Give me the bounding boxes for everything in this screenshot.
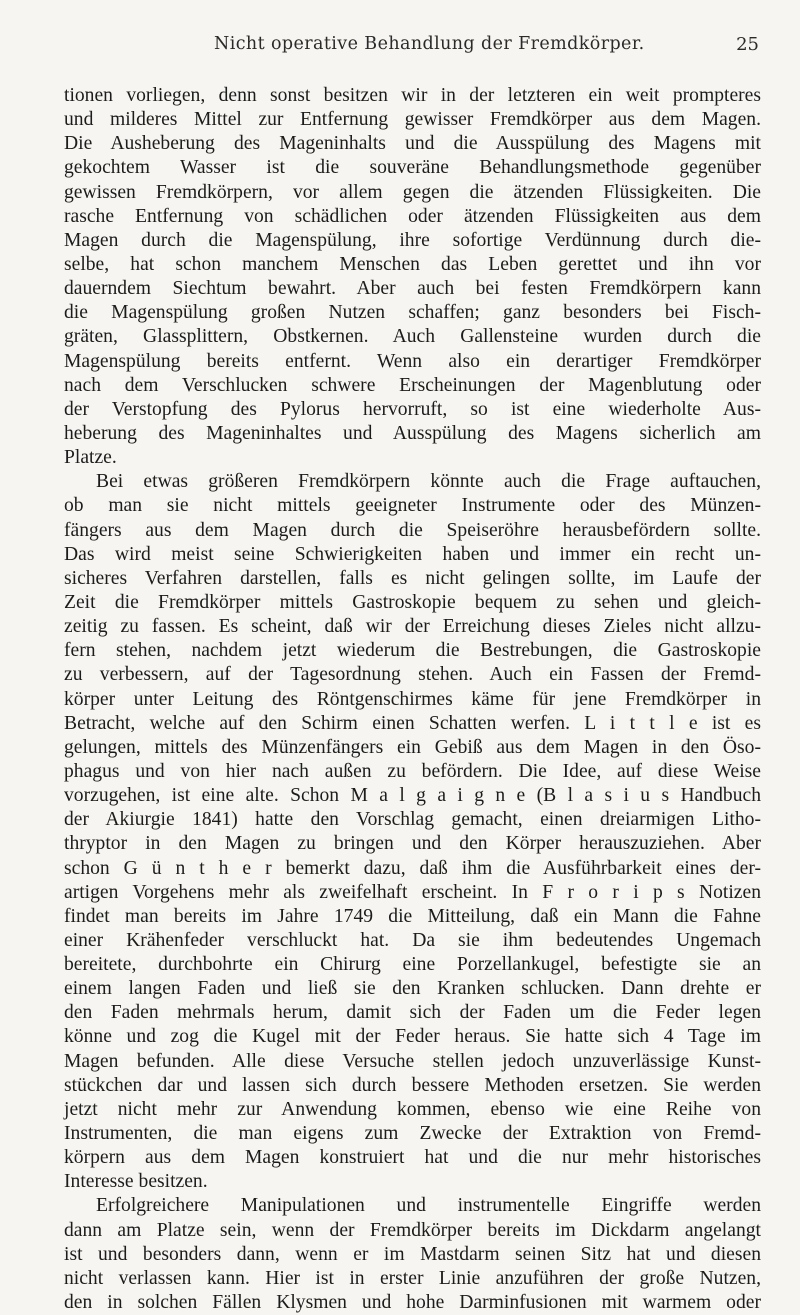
text-line: Betracht, welche auf den Schirm einen Schatten werfen. L i t t l e ist es xyxy=(64,712,761,734)
text-line: die Magenspülung großen Nutzen schaffen; ganz besonders bei Fisch- xyxy=(64,302,761,324)
text-line: Interesse besitzen. xyxy=(64,1171,208,1193)
text-line: Bei etwas größeren Fremdkörpern könnte auch die Frage auftauchen, xyxy=(96,471,761,493)
paragraph xyxy=(64,84,761,470)
text-line: Erfolgreichere Manipulationen und instrumentelle Eingriffe werden xyxy=(96,1195,761,1217)
text-line: stückchen dar und lassen sich durch bessere Methoden ersetzen. Sie werden xyxy=(64,1074,761,1096)
text-line: bereitete, durchbohrte ein Chirurg eine Porzellankugel, befestigte sie an xyxy=(64,954,761,976)
text-line: Die Ausheberung des Mageninhalts und die Ausspülung des Magens mit xyxy=(64,133,761,155)
text-line: fängers aus dem Magen durch die Speiseröhre herausbefördern sollte. xyxy=(64,519,761,541)
text-line: den Faden mehrmals herum, damit sich der Faden um die Feder legen xyxy=(64,1002,761,1024)
text-line: heberung des Mageninhaltes und Ausspülung des Magens sicherlich am xyxy=(64,422,761,444)
paragraph xyxy=(64,470,761,1194)
text-line: Platze. xyxy=(64,447,117,469)
text-line: Magen befunden. Alle diese Versuche stellen jedoch unzuverlässige Kunst- xyxy=(64,1050,761,1072)
text-line: Magen durch die Magenspülung, ihre sofortige Verdünnung durch die- xyxy=(64,229,761,251)
text-line: jetzt nicht mehr zur Anwendung kommen, ebenso wie eine Reihe von xyxy=(64,1098,761,1120)
text-line: und milderes Mittel zur Entfernung gewisser Fremdkörper aus dem Magen. xyxy=(64,109,761,131)
text-line: fern stehen, nachdem jetzt wiederum die Bestrebungen, die Gastroskopie xyxy=(64,640,761,662)
text-line: den in solchen Fällen Klysmen und hohe Darminfusionen mit warmem oder xyxy=(64,1292,761,1314)
page-number: 25 xyxy=(736,34,759,55)
text-line: gräten, Glassplittern, Obstkernen. Auch Gallensteine wurden durch die xyxy=(64,326,761,348)
paragraph xyxy=(64,1194,761,1315)
text-line: schon G ü n t h e r bemerkt dazu, daß ihm die Ausführbarkeit eines der- xyxy=(64,857,761,879)
text-line: Instrumenten, die man eigens zum Zwecke der Extraktion von Fremd- xyxy=(64,1123,761,1145)
text-line: der Akiurgie 1841) hatte den Vorschlag gemacht, einen dreiarmigen Litho- xyxy=(64,809,761,831)
body-text xyxy=(64,84,761,1315)
text-line: Magenspülung bereits entfernt. Wenn also ein derartiger Fremdkörper xyxy=(64,350,761,372)
text-line: phagus und von hier nach außen zu befördern. Die Idee, auf diese Weise xyxy=(64,760,761,782)
text-line: artigen Vorgehens mehr als zweifelhaft erscheint. In F r o r i p s Notizen xyxy=(64,881,761,903)
text-line: selbe, hat schon manchem Menschen das Leben gerettet und ihn vor xyxy=(64,253,761,275)
text-line: rasche Entfernung von schädlichen oder ätzenden Flüssigkeiten aus dem xyxy=(64,205,761,227)
text-line: ist und besonders dann, wenn er im Mastdarm seinen Sitz hat und diesen xyxy=(64,1243,761,1265)
text-line: dauerndem Siechtum bewahrt. Aber auch bei festen Fremdkörpern kann xyxy=(64,278,761,300)
text-line: der Verstopfung des Pylorus hervorruft, so ist eine wiederholte Aus- xyxy=(64,398,761,420)
text-line: körper unter Leitung des Röntgenschirmes käme für jene Fremdkörper in xyxy=(64,688,761,710)
text-line: zu verbessern, auf der Tagesordnung stehen. Auch ein Fassen der Fremd- xyxy=(64,664,761,686)
text-line: findet man bereits im Jahre 1749 die Mitteilung, daß ein Mann die Fahne xyxy=(64,905,761,927)
text-line: thryptor in den Magen zu bringen und den Körper herauszuziehen. Aber xyxy=(64,833,761,855)
text-line: dann am Platze sein, wenn der Fremdkörper bereits im Dickdarm angelangt xyxy=(64,1219,761,1241)
text-line: gekochtem Wasser ist die souveräne Behandlungsmethode gegenüber xyxy=(64,157,761,179)
text-line: tionen vorliegen, denn sonst besitzen wir in der letzteren ein weit prompteres xyxy=(64,85,761,106)
text-line: einem langen Faden und ließ sie den Kranken schlucken. Dann drehte er xyxy=(64,978,761,1000)
text-line: einer Krähenfeder verschluckt hat. Da sie ihm bedeutendes Ungemach xyxy=(64,929,761,951)
text-line: nicht verlassen kann. Hier ist in erster Linie anzuführen der große Nutzen, xyxy=(64,1267,761,1289)
text-line: zeitig zu fassen. Es scheint, daß wir der Erreichung dieses Zieles nicht allzu- xyxy=(64,616,761,638)
text-line: gewissen Fremdkörpern, vor allem gegen die ätzenden Flüssigkeiten. Die xyxy=(64,181,761,203)
text-line: ob man sie nicht mittels geeigneter Instrumente oder des Münzen- xyxy=(64,495,761,517)
text-line: nach dem Verschlucken schwere Erscheinungen der Magenblutung oder xyxy=(64,374,761,396)
text-line: sicheres Verfahren darstellen, falls es nicht gelingen sollte, im Laufe der xyxy=(64,567,761,589)
running-title: Nicht operative Behandlung der Fremdkörper. xyxy=(214,34,645,54)
text-line: könne und zog die Kugel mit der Feder heraus. Sie hatte sich 4 Tage im xyxy=(64,1026,761,1048)
text-line: vorzugehen, ist eine alte. Schon M a l g a i g n e (B l a s i u s Handbuch xyxy=(64,785,761,807)
text-line: Zeit die Fremdkörper mittels Gastroskopie bequem zu sehen und gleich- xyxy=(64,591,761,613)
text-line: Das wird meist seine Schwierigkeiten haben und immer ein recht un- xyxy=(64,543,761,565)
running-head xyxy=(94,34,759,62)
text-line: körpern aus dem Magen konstruiert hat und die nur mehr historisches xyxy=(64,1147,761,1169)
text-line: gelungen, mittels des Münzenfängers ein Gebiß aus dem Magen in den Öso- xyxy=(64,736,761,758)
